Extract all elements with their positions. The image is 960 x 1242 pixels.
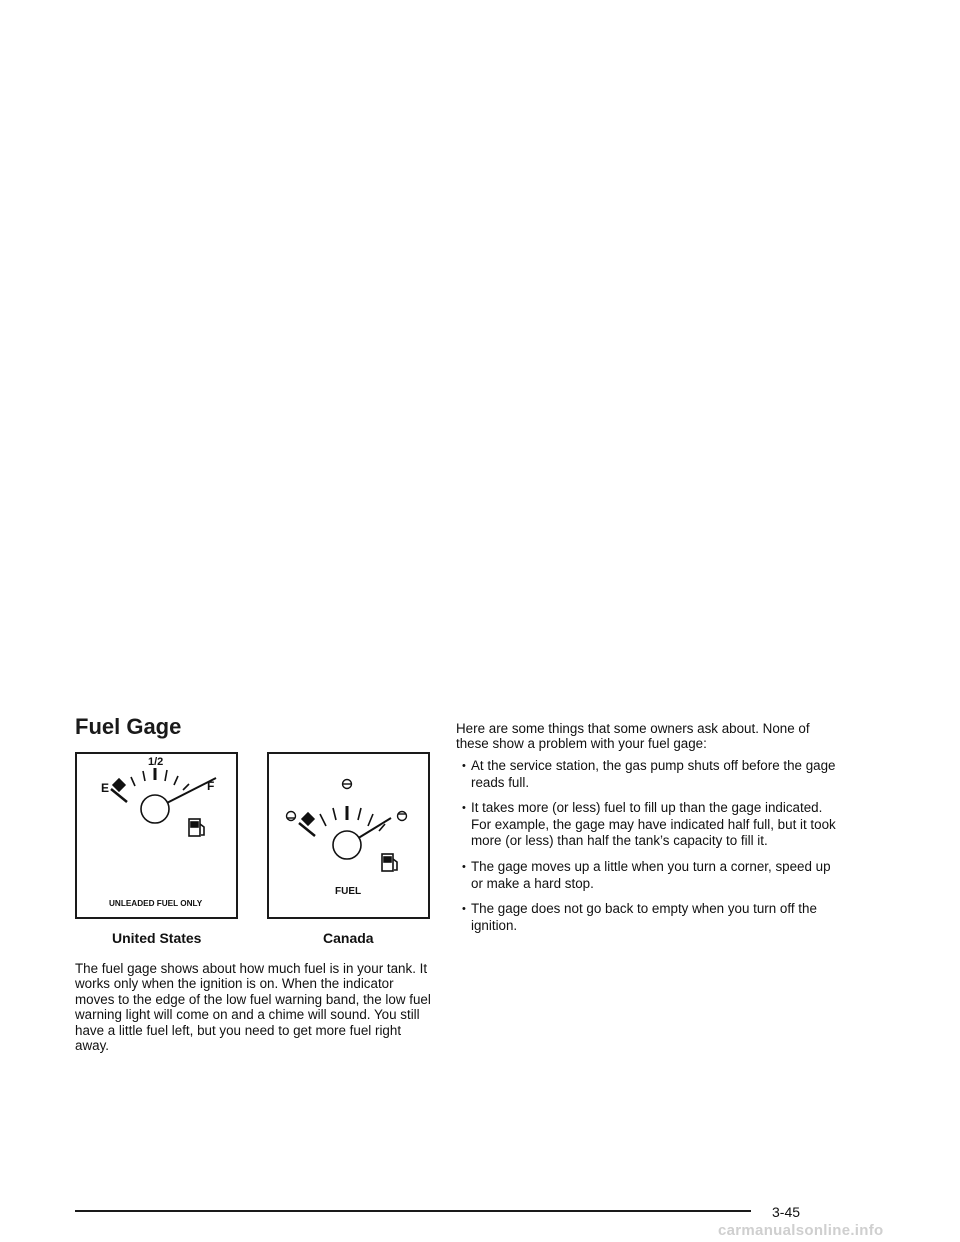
list-item bbox=[456, 901, 836, 934]
list-item bbox=[456, 758, 836, 791]
owner-questions-list bbox=[456, 758, 836, 943]
gauge-hub bbox=[333, 831, 361, 859]
gauge-bottom-label: UNLEADED FUEL ONLY bbox=[109, 899, 203, 908]
list-item bbox=[456, 800, 836, 850]
fuel-gage-description: The fuel gage shows about how much fuel is in your tank. It works only when the ignition is on. When the indicator moves to the edge of the low fuel warning band, the low fuel warning light will come on and a chime will sound. You still have a little fuel left, but you need to get more fuel right away. bbox=[75, 961, 431, 1054]
gauge-tick-marks bbox=[131, 768, 189, 790]
low-fuel-band-icon bbox=[111, 778, 127, 802]
half-symbol-icon bbox=[343, 780, 352, 789]
fuel-pump-icon bbox=[382, 854, 397, 871]
gauge-label-half: 1/2 bbox=[148, 756, 164, 768]
fuel-gauge-us-drawing bbox=[77, 754, 236, 917]
fuel-gauge-us-figure bbox=[75, 752, 238, 919]
gauge-label-empty: E bbox=[101, 781, 110, 795]
fuel-gauge-canada-figure bbox=[267, 752, 430, 919]
bullet-icon: • bbox=[462, 760, 466, 772]
low-fuel-band-icon bbox=[299, 812, 315, 836]
list-item-text: At the service station, the gas pump shuts off before the gage reads full. bbox=[471, 758, 836, 790]
list-item bbox=[456, 859, 836, 892]
empty-symbol-icon bbox=[287, 812, 296, 821]
list-item-text: The gage moves up a little when you turn a corner, speed up or make a hard stop. bbox=[471, 858, 831, 891]
gauge-bottom-label: FUEL bbox=[335, 886, 362, 897]
footer-divider bbox=[75, 1210, 751, 1212]
bullet-icon: • bbox=[462, 903, 466, 916]
bullet-icon: • bbox=[462, 802, 466, 815]
list-item-text: The gage does not go back to empty when you turn off the ignition. bbox=[471, 901, 817, 933]
fuel-pump-icon bbox=[189, 819, 204, 836]
gauge-hub bbox=[141, 795, 169, 823]
owner-questions-intro: Here are some things that some owners ask about. None of these show a problem with your fuel gage: bbox=[456, 721, 810, 752]
bullet-icon: • bbox=[462, 860, 466, 873]
section-title: Fuel Gage bbox=[75, 714, 182, 739]
fuel-gauge-canada-drawing bbox=[269, 754, 428, 917]
watermark: carmanualsonline.info bbox=[718, 1222, 884, 1239]
page-number: 3-45 bbox=[772, 1204, 801, 1220]
full-symbol-icon bbox=[398, 812, 407, 821]
figure-caption-canada: Canada bbox=[323, 930, 374, 946]
gauge-label-full: F bbox=[207, 779, 215, 793]
figure-caption-us: United States bbox=[112, 930, 202, 946]
list-item-text: It takes more (or less) fuel to fill up than the gage indicated. For example, the gage may have indicated half full, but it took more (or less) than half the tank’s capacity to fill it. bbox=[471, 800, 836, 849]
